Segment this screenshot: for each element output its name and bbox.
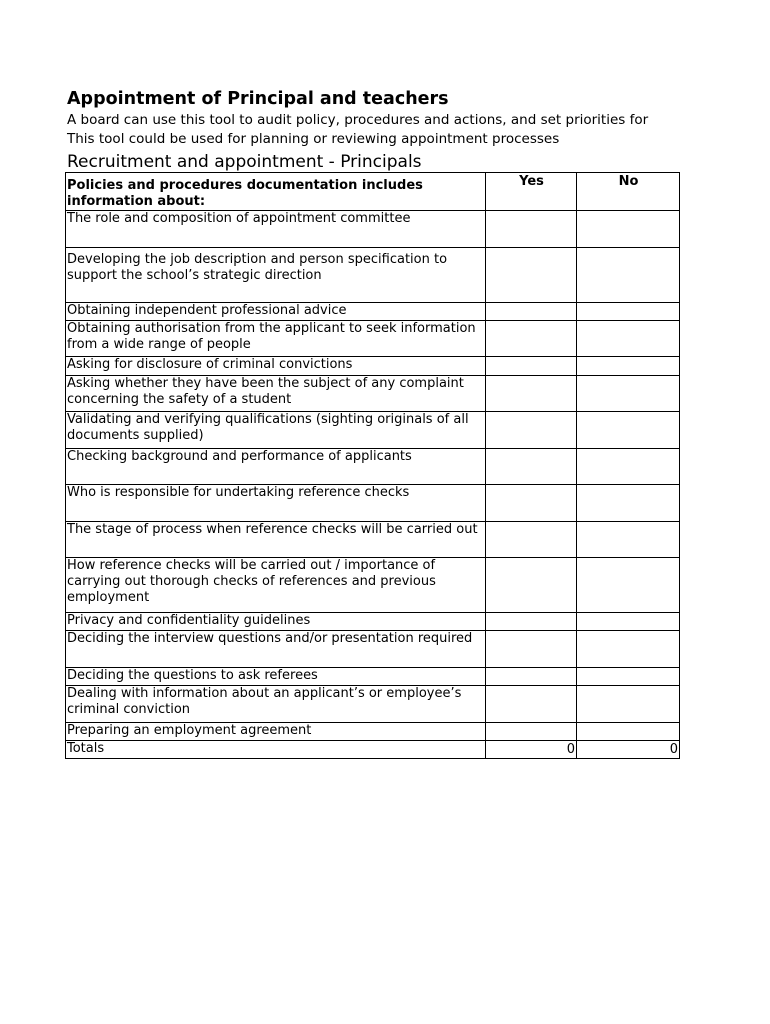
no-cell[interactable] bbox=[577, 522, 680, 558]
yes-cell[interactable] bbox=[486, 668, 577, 686]
table-row bbox=[66, 522, 680, 558]
no-cell[interactable] bbox=[577, 485, 680, 522]
yes-cell[interactable] bbox=[486, 485, 577, 522]
yes-cell[interactable] bbox=[486, 613, 577, 631]
page-title: Appointment of Principal and teachers bbox=[67, 89, 449, 109]
yes-cell[interactable] bbox=[486, 357, 577, 376]
table-row bbox=[66, 303, 680, 321]
table-row bbox=[66, 631, 680, 668]
yes-cell[interactable] bbox=[486, 449, 577, 485]
yes-cell[interactable] bbox=[486, 522, 577, 558]
no-cell[interactable] bbox=[577, 558, 680, 613]
header-no: No bbox=[577, 173, 680, 211]
header-yes: Yes bbox=[486, 173, 577, 211]
yes-cell[interactable] bbox=[486, 321, 577, 357]
intro-line-1: A board can use this tool to audit policy, procedures and actions, and set priorities for bbox=[67, 112, 649, 128]
yes-cell[interactable] bbox=[486, 248, 577, 303]
no-cell[interactable] bbox=[577, 412, 680, 449]
yes-cell[interactable] bbox=[486, 376, 577, 412]
row-question: Dealing with information about an applicant’s or employee’s criminal conviction bbox=[66, 686, 486, 723]
no-cell[interactable] bbox=[577, 668, 680, 686]
row-question: Privacy and confidentiality guidelines bbox=[66, 613, 486, 631]
row-question: The role and composition of appointment committee bbox=[66, 211, 486, 248]
table-row bbox=[66, 558, 680, 613]
table-row bbox=[66, 412, 680, 449]
table-row bbox=[66, 686, 680, 723]
header-row bbox=[66, 173, 680, 211]
yes-cell[interactable] bbox=[486, 723, 577, 741]
yes-cell[interactable] bbox=[486, 412, 577, 449]
table-row bbox=[66, 321, 680, 357]
row-question: Who is responsible for undertaking reference checks bbox=[66, 485, 486, 522]
row-question: How reference checks will be carried out / importance of carrying out thorough checks of references and previous employment bbox=[66, 558, 486, 613]
table-row bbox=[66, 449, 680, 485]
no-cell[interactable] bbox=[577, 321, 680, 357]
no-cell[interactable] bbox=[577, 211, 680, 248]
yes-cell[interactable] bbox=[486, 686, 577, 723]
intro-line-2: This tool could be used for planning or reviewing appointment processes bbox=[67, 131, 560, 147]
no-cell[interactable] bbox=[577, 686, 680, 723]
table-row bbox=[66, 211, 680, 248]
row-question: Asking for disclosure of criminal convictions bbox=[66, 357, 486, 376]
no-cell[interactable] bbox=[577, 613, 680, 631]
yes-cell[interactable] bbox=[486, 303, 577, 321]
no-cell[interactable] bbox=[577, 248, 680, 303]
table-row bbox=[66, 485, 680, 522]
no-cell[interactable] bbox=[577, 449, 680, 485]
no-cell[interactable] bbox=[577, 303, 680, 321]
row-question: The stage of process when reference checks will be carried out bbox=[66, 522, 486, 558]
table-row bbox=[66, 248, 680, 303]
section-title: Recruitment and appointment - Principals bbox=[67, 152, 422, 172]
row-question: Obtaining authorisation from the applicant to seek information from a wide range of people bbox=[66, 321, 486, 357]
audit-table bbox=[65, 172, 680, 759]
yes-cell[interactable] bbox=[486, 631, 577, 668]
totals-label: Totals bbox=[66, 741, 486, 759]
yes-cell[interactable] bbox=[486, 558, 577, 613]
row-question: Deciding the questions to ask referees bbox=[66, 668, 486, 686]
totals-yes: 0 bbox=[486, 741, 577, 759]
row-question: Validating and verifying qualifications (sighting originals of all documents supplied) bbox=[66, 412, 486, 449]
table-row bbox=[66, 376, 680, 412]
table-row bbox=[66, 668, 680, 686]
table-row bbox=[66, 723, 680, 741]
row-question: Deciding the interview questions and/or presentation required bbox=[66, 631, 486, 668]
row-question: Asking whether they have been the subject of any complaint concerning the safety of a student bbox=[66, 376, 486, 412]
no-cell[interactable] bbox=[577, 376, 680, 412]
row-question: Developing the job description and person specification to support the school’s strategic direction bbox=[66, 248, 486, 303]
table-row bbox=[66, 613, 680, 631]
no-cell[interactable] bbox=[577, 631, 680, 668]
totals-no: 0 bbox=[577, 741, 680, 759]
totals-row bbox=[66, 741, 680, 759]
no-cell[interactable] bbox=[577, 357, 680, 376]
row-question: Checking background and performance of applicants bbox=[66, 449, 486, 485]
header-question: Policies and procedures documentation includes information about: bbox=[66, 173, 486, 211]
row-question: Preparing an employment agreement bbox=[66, 723, 486, 741]
table-row bbox=[66, 357, 680, 376]
no-cell[interactable] bbox=[577, 723, 680, 741]
yes-cell[interactable] bbox=[486, 211, 577, 248]
row-question: Obtaining independent professional advice bbox=[66, 303, 486, 321]
